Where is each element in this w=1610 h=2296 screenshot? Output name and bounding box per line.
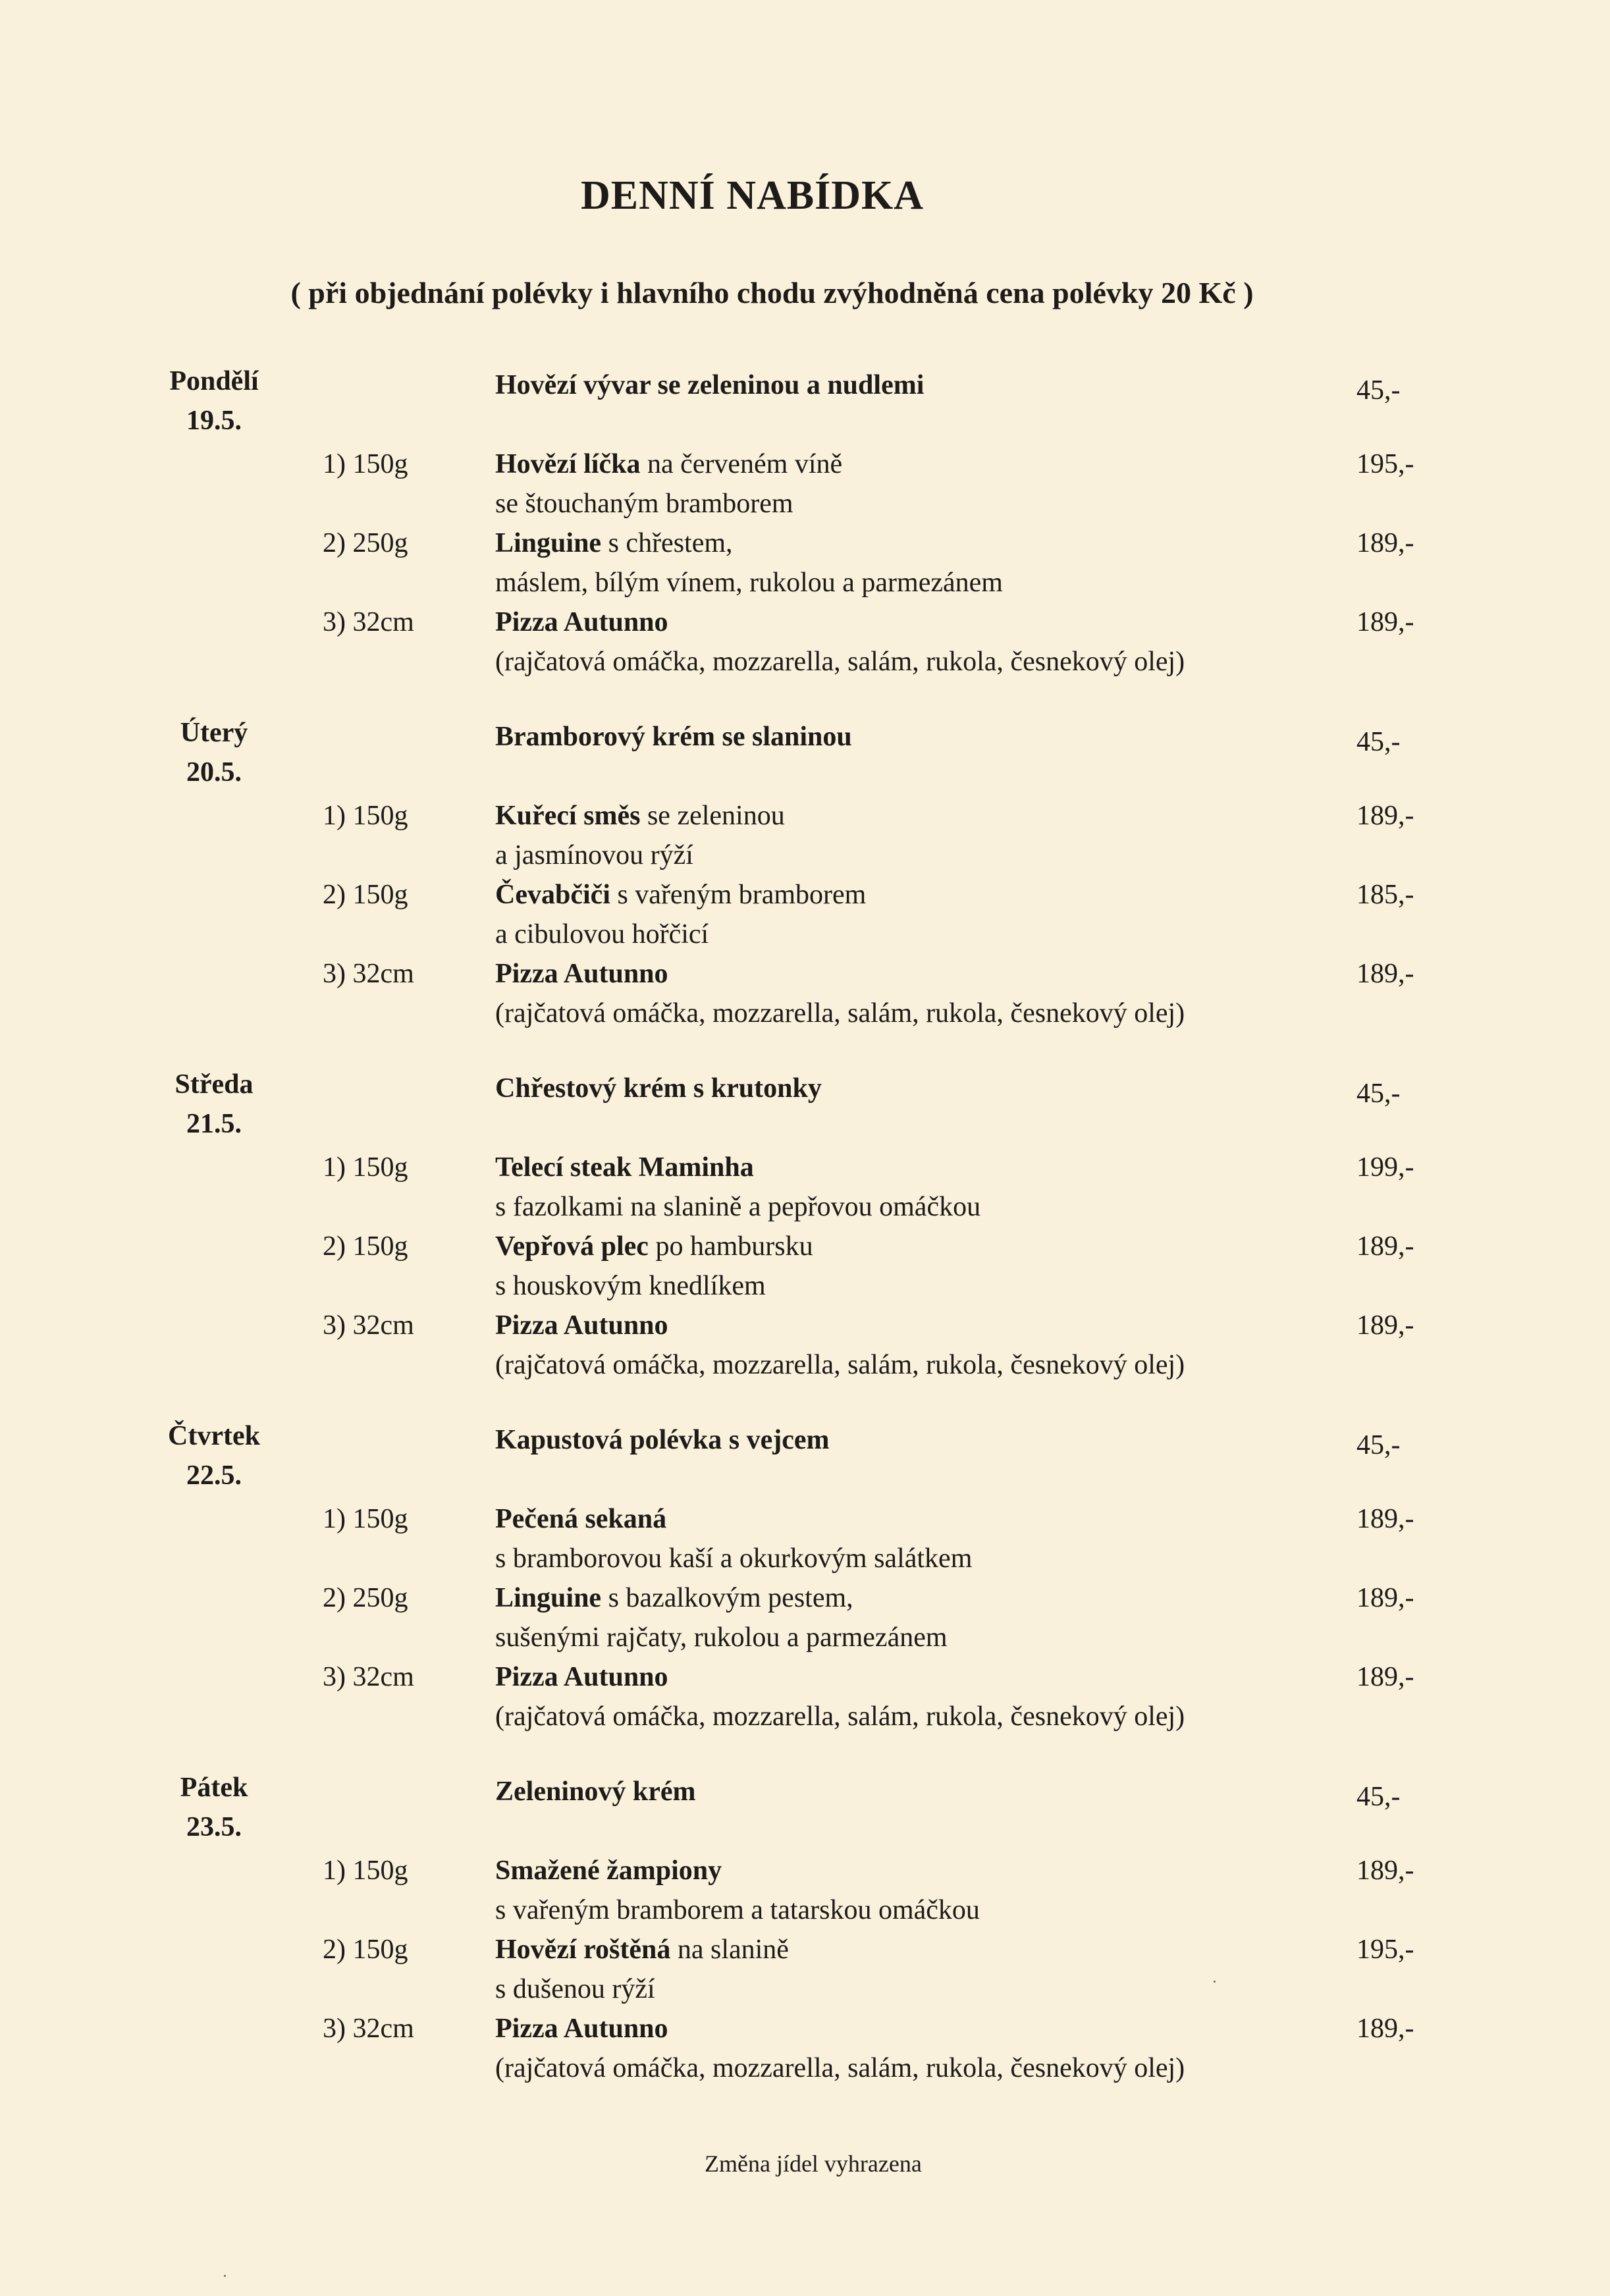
dish-description-line2: s houskovým knedlíkem [495,1271,766,1301]
dish-description [495,523,1331,563]
soup-row [0,1069,1610,1108]
day-block [0,1420,1610,1772]
dish-description [495,1306,1331,1345]
dish-number: 3) 32cm [323,1310,414,1341]
dish-row [0,2009,1610,2083]
dish-price: 189,- [1356,1583,1414,1613]
soup-price: 45,- [1356,1079,1401,1109]
dish-detail: s chřestem, [601,528,733,558]
dish-row [0,523,1610,598]
soup-price: 45,- [1356,1782,1401,1812]
days-list [0,365,1610,2123]
dish-name: Pečená sekaná [495,1504,667,1534]
footer-note: Změna jídel vyhrazena [705,2150,922,2177]
dish-description [495,875,1331,915]
dish-description-line2: a jasmínovou rýží [495,840,693,870]
soup-name: Kapustová polévka s vejcem [495,1425,830,1455]
dish-detail: se zeleninou [640,801,785,831]
dish-name: Pizza Autunno [495,959,668,989]
dish-description [495,1851,1331,1890]
day-name: Pondělí [169,366,259,396]
dish-number: 3) 32cm [323,1662,414,1692]
soup-row [0,1420,1610,1460]
day-name: Středa [174,1069,254,1100]
day-block [0,1772,1610,2123]
dish-name: Hovězí líčka [495,449,641,479]
dish-number: 2) 250g [323,1583,408,1613]
dish-price: 189,- [1356,2014,1414,2044]
dish-description [495,1227,1331,1266]
dish-number: 2) 150g [323,1935,408,1965]
dish-description [495,1148,1331,1187]
day-date: 22.5. [186,1460,242,1491]
dish-row [0,1930,1610,2004]
dish-price: 195,- [1356,1935,1414,1965]
soup-row [0,365,1610,405]
dish-name: Telecí steak Maminha [495,1152,754,1183]
dish-row [0,1578,1610,1653]
dish-price: 189,- [1356,528,1414,558]
day-block [0,365,1610,717]
dish-name: Pizza Autunno [495,1310,668,1341]
dish-description [495,796,1331,836]
dish-description-line2: máslem, bílým vínem, rukolou a parmezánem [495,568,1003,598]
day-date: 20.5. [186,757,242,788]
soup-price: 45,- [1356,727,1401,757]
day-name: Úterý [180,718,248,748]
day-date: 23.5. [186,1812,242,1842]
dish-name: Pizza Autunno [495,1662,668,1692]
dish-detail: s bazalkovým pestem, [601,1583,853,1613]
dish-price: 189,- [1356,959,1414,989]
dish-number: 2) 150g [323,880,408,910]
dish-row [0,1227,1610,1301]
soup-price: 45,- [1356,375,1401,406]
dish-name: Hovězí roštěná [495,1935,671,1965]
dish-price: 195,- [1356,449,1414,479]
dish-description-line2: (rajčatová omáčka, mozzarella, salám, rukola, česnekový olej) [495,1350,1185,1380]
day-date: 21.5. [186,1109,242,1139]
dish-description [495,1499,1331,1539]
soup-name: Bramborový krém se slaninou [495,722,852,752]
dish-name: Linguine [495,1583,602,1613]
dish-description [495,444,1331,484]
dish-description-line2: (rajčatová omáčka, mozzarella, salám, rukola, česnekový olej) [495,647,1185,677]
dish-description-line2: a cibulovou hořčicí [495,919,709,949]
day-block [0,717,1610,1069]
dish-row [0,875,1610,949]
dish-row [0,602,1610,677]
day-name: Čtvrtek [168,1421,260,1451]
paper-speck [1214,1981,1216,1983]
dish-description-line2: se štouchaným bramborem [495,489,793,519]
dish-number: 1) 150g [323,801,408,831]
dish-description [495,1930,1331,1969]
dish-name: Linguine [495,528,602,558]
soup-row [0,1772,1610,1811]
dish-price: 189,- [1356,1662,1414,1692]
dish-number: 1) 150g [323,1152,408,1183]
dish-price: 189,- [1356,1504,1414,1534]
dish-name: Vepřová plec [495,1231,649,1262]
dish-number: 1) 150g [323,449,408,479]
dish-name: Pizza Autunno [495,607,668,637]
day-date: 19.5. [186,406,242,436]
dish-price: 199,- [1356,1152,1414,1183]
dish-description-line2: s fazolkami na slanině a pepřovou omáčkou [495,1192,981,1222]
dish-price: 189,- [1356,607,1414,637]
page-subtitle: ( při objednání polévky i hlavního chodu zvýhodněná cena polévky 20 Kč ) [290,276,1254,309]
soup-price: 45,- [1356,1430,1401,1460]
dish-detail: s vařeným bramborem [610,880,867,910]
dish-description [495,1578,1331,1618]
dish-description-line2: (rajčatová omáčka, mozzarella, salám, rukola, česnekový olej) [495,2053,1185,2083]
dish-description-line2: s vařeným bramborem a tatarskou omáčkou [495,1895,980,1925]
dish-row [0,796,1610,870]
dish-row [0,444,1610,519]
day-name: Pátek [180,1773,248,1803]
paper-speck [224,2275,226,2277]
dish-number: 3) 32cm [323,607,414,637]
soup-name: Chřestový krém s krutonky [495,1073,822,1104]
dish-detail: po hambursku [648,1231,813,1262]
dish-number: 3) 32cm [323,959,414,989]
dish-name: Smažené žampiony [495,1855,722,1886]
dish-description-line2: s bramborovou kaší a okurkovým salátkem [495,1543,973,1574]
dish-description [495,602,1331,642]
dish-row [0,1851,1610,1925]
dish-row [0,1657,1610,1732]
dish-price: 189,- [1356,1231,1414,1262]
dish-row [0,1499,1610,1574]
dish-number: 1) 150g [323,1504,408,1534]
dish-price: 189,- [1356,1310,1414,1341]
dish-description [495,1657,1331,1697]
dish-name: Kuřecí směs [495,801,641,831]
dish-description-line2: (rajčatová omáčka, mozzarella, salám, rukola, česnekový olej) [495,1701,1185,1732]
dish-number: 2) 150g [323,1231,408,1262]
dish-price: 185,- [1356,880,1414,910]
day-block [0,1069,1610,1420]
dish-row [0,1148,1610,1222]
dish-row [0,1306,1610,1380]
dish-number: 1) 150g [323,1855,408,1886]
dish-number: 2) 250g [323,528,408,558]
dish-description [495,2009,1331,2048]
soup-row [0,717,1610,757]
dish-row [0,954,1610,1028]
dish-detail: na červeném víně [640,449,843,479]
dish-detail: na slanině [670,1935,789,1965]
dish-description-line2: (rajčatová omáčka, mozzarella, salám, rukola, česnekový olej) [495,998,1185,1028]
dish-name: Čevabčiči [495,880,610,910]
dish-price: 189,- [1356,801,1414,831]
dish-description-line2: s dušenou rýží [495,1974,655,2004]
soup-name: Hovězí vývar se zeleninou a nudlemi [495,370,925,400]
dish-description [495,954,1331,994]
dish-price: 189,- [1356,1855,1414,1886]
dish-number: 3) 32cm [323,2014,414,2044]
page-title: DENNÍ NABÍDKA [580,173,925,218]
dish-description-line2: sušenými rajčaty, rukolou a parmezánem [495,1622,948,1653]
soup-name: Zeleninový krém [495,1776,696,1807]
dish-name: Pizza Autunno [495,2014,668,2044]
